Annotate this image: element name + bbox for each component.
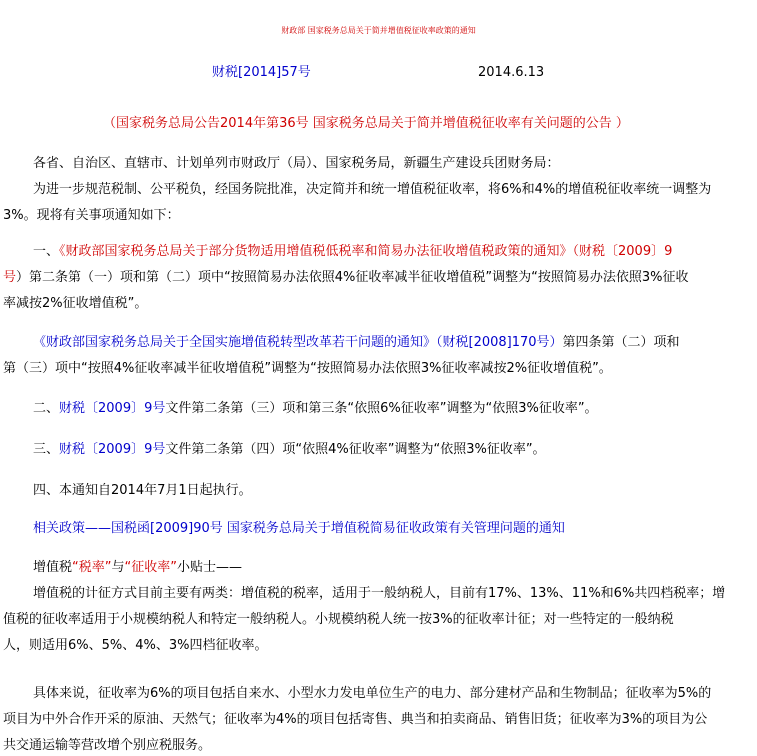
item-4-prefix: 三、: [33, 442, 60, 457]
tips-para-2-line-1: 具体来说，征收率为6%的项目包括自来水、小型水力发电单位生产的电力、部分建材产品和生物制品；征收率为5%的: [33, 686, 712, 701]
tips-heading: [33, 559, 242, 577]
tips-para-1-line-2: 值税的征收率适用于小规模纳税人和特定一般纳税人。小规模纳税人统一按3%的征收率计征；对一些特定的一般纳税: [3, 612, 674, 627]
item-1-line-2: [3, 269, 688, 287]
item-2-text: 第四条第（二）项和: [562, 335, 680, 350]
tips-para-1-line-1: 增值税的计征方式目前主要有两类：增值税的税率，适用于一般纳税人，目前有17%、13%、11%和6%共四档税率；增: [33, 586, 726, 601]
item-3-policy-link[interactable]: 财税〔2009〕9号: [59, 401, 166, 416]
intro-line-1: 为进一步规范税制、公平税负，经国务院批准，决定简并和统一增值税征收率，将6%和4%的增值税征收率统一调整为: [33, 182, 712, 197]
item-1-text: ）第二条第（一）项和第（二）项中“按照简易办法依照4%征收率减半征收增值税”调整为“按照简易办法依照3%征收: [16, 270, 689, 285]
publish-date: 2014.6.13: [478, 65, 545, 80]
item-3-prefix: 二、: [33, 401, 60, 416]
item-3: [33, 400, 598, 418]
tips-heading-levy-rate: “征收率”: [124, 560, 177, 575]
tips-heading-part-1: 增值税: [33, 560, 73, 575]
item-1-line-1: [33, 243, 672, 261]
intro-line-2: 3%。现将有关事项通知如下：: [3, 208, 180, 223]
related-policy-link[interactable]: 相关政策——国税函[2009]90号 国家税务总局关于增值税简易征收政策有关管理问题的通知: [33, 521, 565, 536]
item-4: [33, 441, 546, 459]
item-2-policy-link[interactable]: 《财政部国家税务总局关于全国实施增值税转型改革若干问题的通知》（财税[2008]170号）: [33, 335, 563, 350]
tips-para-1-line-3: 人，则适用6%、5%、4%、3%四档征收率。: [3, 638, 268, 653]
item-3-text: 文件第二条第（三）项和第三条“依照6%征收率”调整为“依照3%征收率”。: [165, 401, 598, 416]
item-4-text: 文件第二条第（四）项“依照4%征收率”调整为“依照3%征收率”。: [165, 442, 546, 457]
salutation: 各省、自治区、直辖市、计划单列市财政厅（局）、国家税务局，新疆生产建设兵团财务局：: [33, 156, 560, 171]
tips-para-2-line-2: 项目为中外合作开采的原油、天然气；征收率为4%的项目包括寄售、典当和拍卖商品、销售旧货；征收率为3%的项目为公: [3, 712, 708, 727]
tips-heading-part-5: 小贴士——: [177, 560, 243, 575]
item-1-line-3: 率减按2%征收增值税”。: [3, 296, 148, 311]
item-5: 四、本通知自2014年7月1日起执行。: [33, 483, 252, 498]
doc-number-link[interactable]: 财税[2014]57号: [212, 65, 311, 80]
page-title: 财政部 国家税务总局关于简并增值税征收率政策的通知: [281, 26, 476, 35]
tips-heading-part-3: 与: [111, 560, 125, 575]
item-4-policy-link[interactable]: 财税〔2009〕9号: [59, 442, 166, 457]
item-2-line-1: [33, 334, 680, 352]
item-1-prefix: 一、: [33, 244, 60, 259]
item-2-line-2: 第（三）项中“按照4%征收率减半征收增值税”调整为“按照简易办法依照3%征收率减按2%征收增值税”。: [3, 361, 612, 376]
tips-para-2-line-3: 共交通运输等营改增个别应税服务。: [3, 738, 212, 753]
item-1-policy-link[interactable]: 《财政部国家税务总局关于部分货物适用增值税低税率和简易办法征收增值税政策的通知》（财税〔2009〕9: [59, 244, 673, 259]
related-announcement-link[interactable]: （国家税务总局公告2014年第36号 国家税务总局关于简并增值税征收率有关问题的公告 ）: [103, 116, 629, 131]
tips-heading-tax-rate: “税率”: [72, 560, 112, 575]
item-1-policy-link-end[interactable]: 号: [3, 270, 17, 285]
